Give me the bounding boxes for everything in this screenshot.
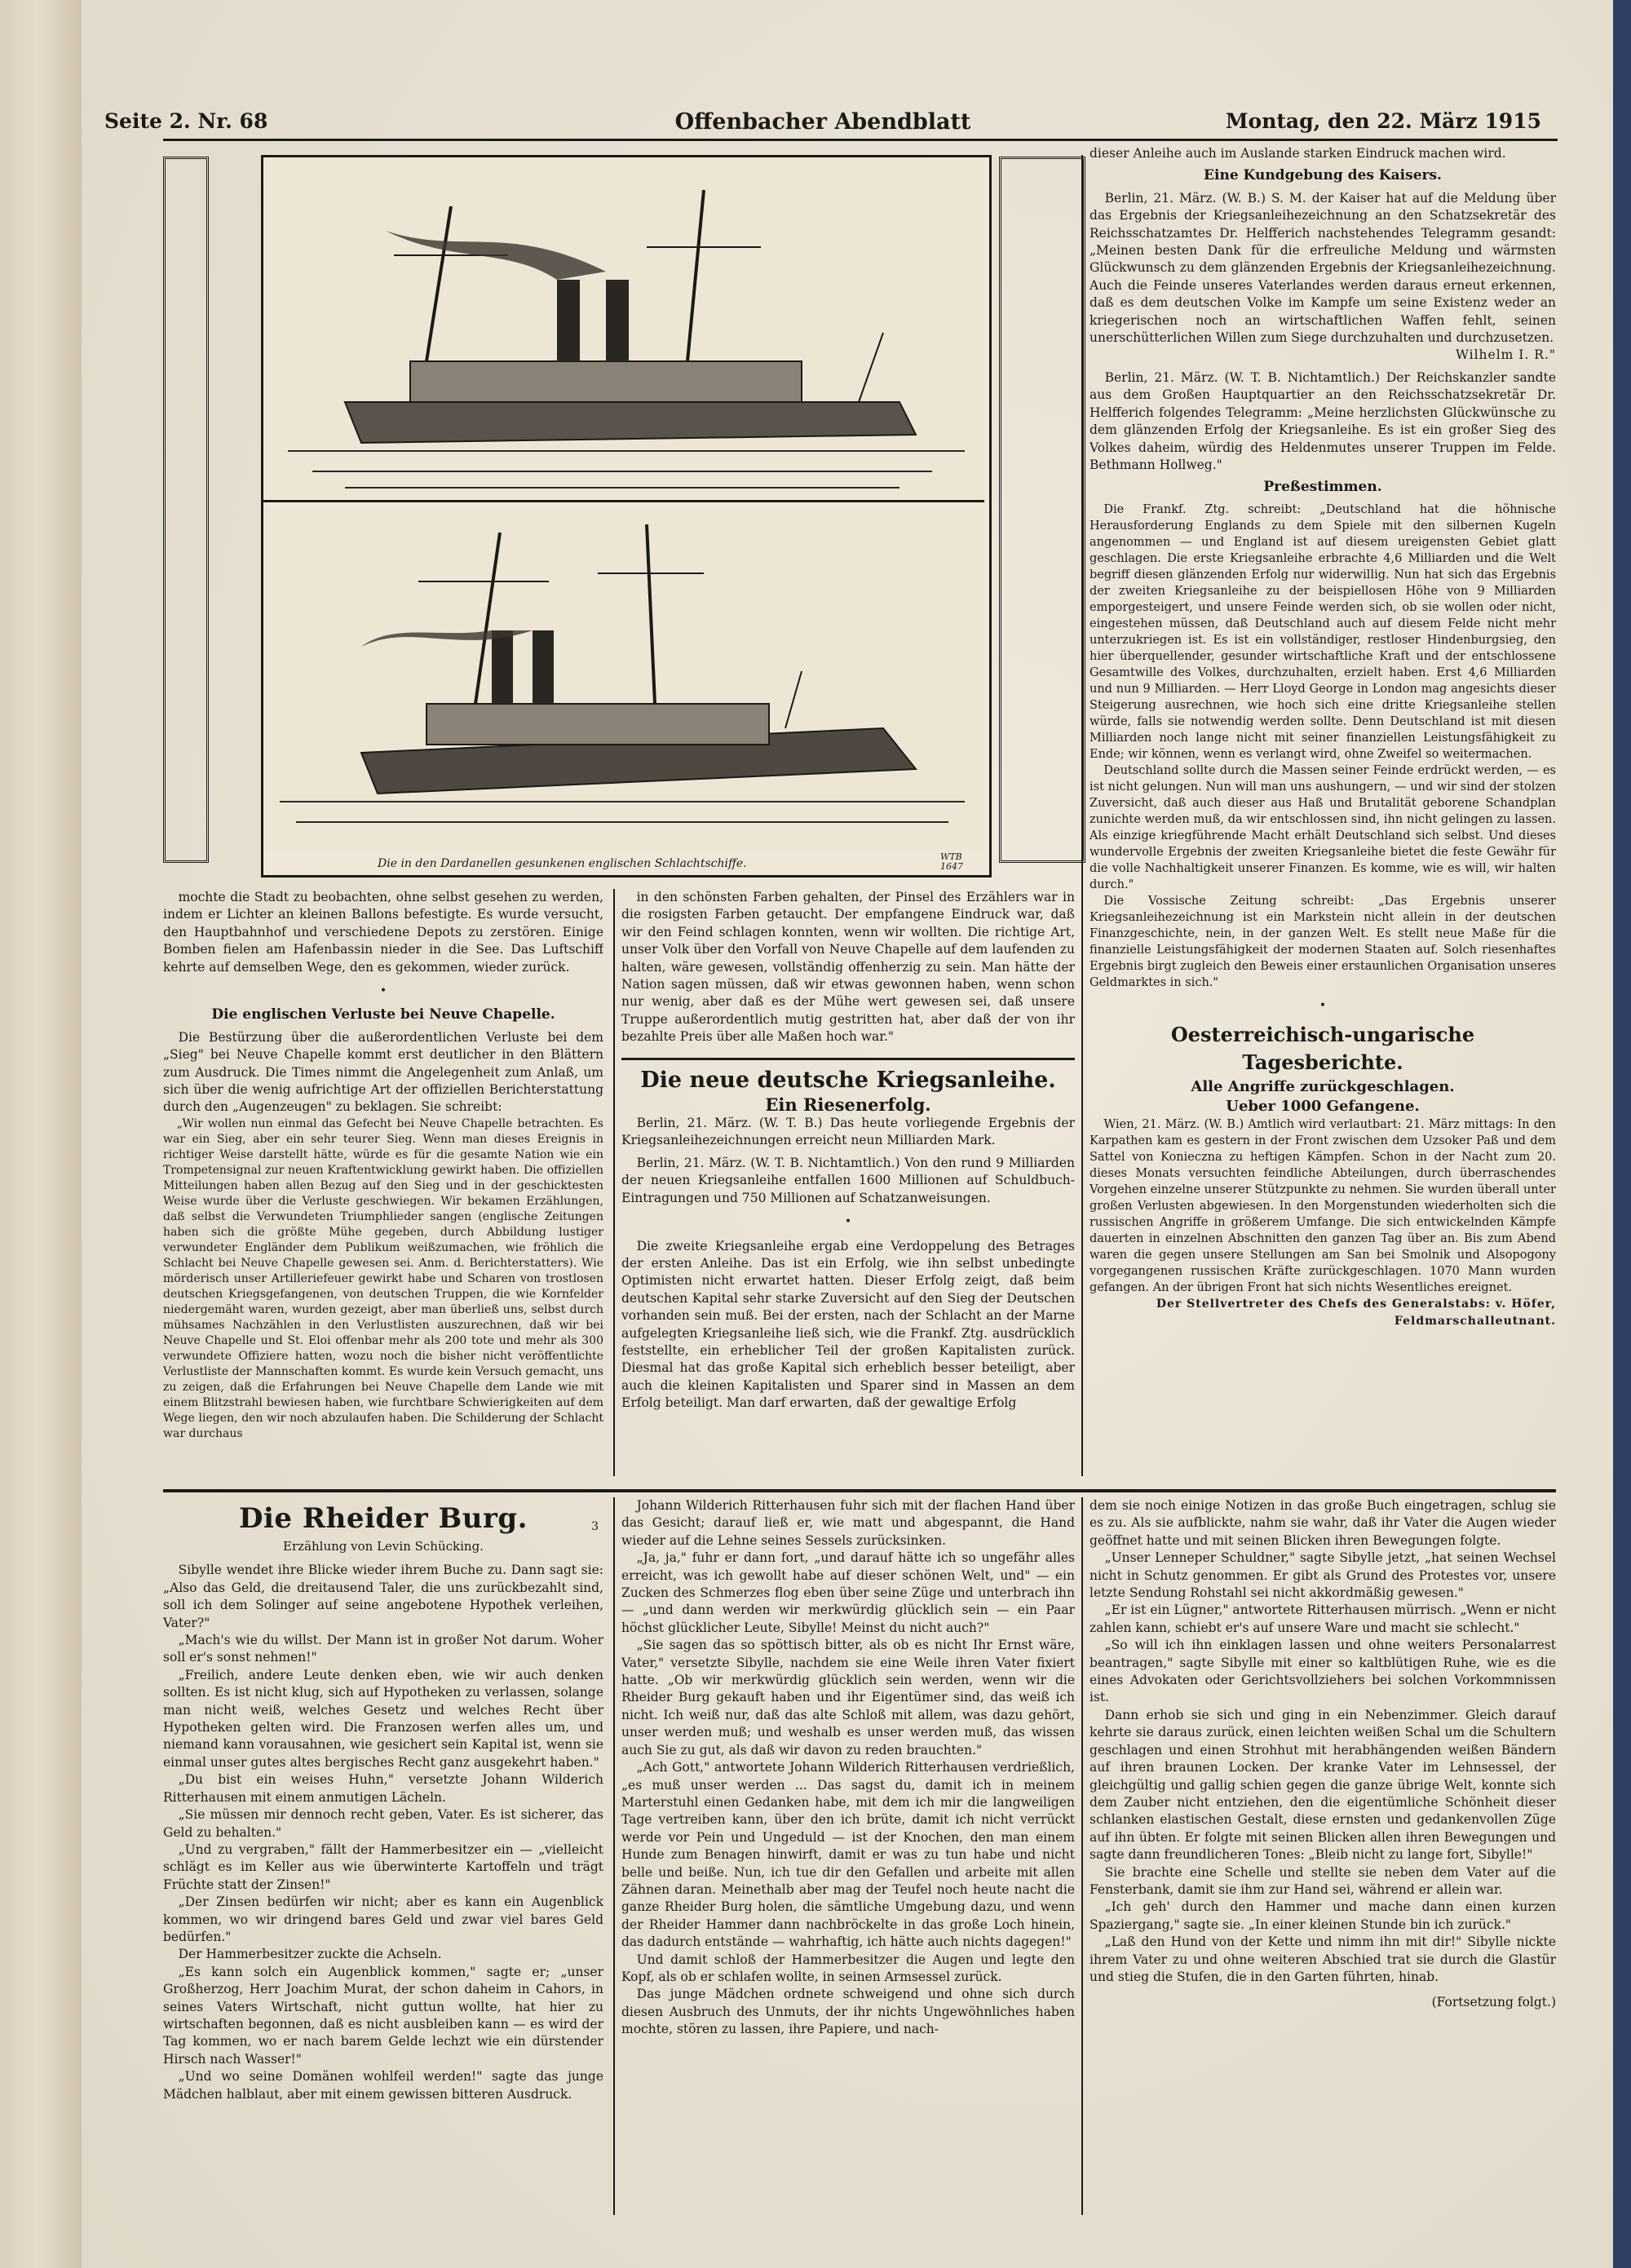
illustration-caption: Die in den Dardanellen gesunkenen englischen Schlachtschiffe. xyxy=(378,857,747,870)
story-paragraph: Das junge Mädchen ordnete schweigend und ohne sich durch diesen Ausbruch des Unmuts, der ihr nichts Ungewöhnliches haben mochte, stören zu lassen, ihre Papiere, und nach- xyxy=(621,1987,1075,2037)
separator: • xyxy=(1319,998,1327,1012)
column-rule xyxy=(613,1497,615,2215)
column-rule xyxy=(1081,155,1083,1476)
separator: • xyxy=(844,1215,852,1229)
newspaper-title: Offenbacher Abendblatt xyxy=(674,109,971,135)
article-text: Die Frankf. Ztg. schreibt: „Deutschland hat die höhnische Herausforderung Englands zu dem Spiele mit den silbernen Kugeln angenommen — und England ist auf diesem ureigensten Gebiet glatt geschlagen. Die erste Kriegsanleihe erbrachte 4,6 Milliarden und die Welt begriff diesen glänzenden Erfolg nur widerwillig. Nun hat sich das Ergebnis der zweiten Kriegsanleihe zu der beispiellosen Höhe von 9 Milliarden emporgesteigert, und unsere Feinde werden sich, ob sie wollen oder nicht, eingestehen müssen, daß Deutschland auch auf diesem Felde nicht mehr unterzukriegen ist. Es ist ein vollständiger, restloser Hindenburgsieg, den hier überquellender, gesunder wirtschaftliche Kraft und der entschlossene Gesamtwille des Volkes, durchzuhalten, erzielt haben. Erst 4,6 Milliarden und nun 9 Milliarden. — Herr Lloyd George in London mag angesichts dieser Steigerung ausrechnen, wie hoch sich eine dritte Kriegsanleihe stellen würde, falls sie notwendig werden sollte. Denn Deutschland ist mit diesen Milliarden noch lange nicht mit seiner finanziellen Leistungsfähigkeit zu Ende; wir können, wenn es verlangt wird, ohne Zweifel so weitermachen. xyxy=(1090,502,1556,761)
column-rule xyxy=(1081,1497,1083,2215)
oesterreich-heading: Oesterreichisch-ungarische Tagesberichte. xyxy=(1170,1023,1475,1075)
ship-ocean-drawing xyxy=(263,508,984,851)
article-text: Wien, 21. März. (W. B.) Amtlich wird verlautbart: 21. März mittags: In den Karpathen kam es gestern in der Front zwischen dem Uzsoker Paß und dem Sattel von Konieczna zu heftigen Kämpfen. Schon in der Nacht zum 20. dieses Monats versuchten feindliche Abteilungen, durch überraschendes Vorgehen einzelne unserer Stützpunkte zu nehmen. Sie wurden überall unter großen Verlusten abgewiesen. In den Morgenstunden wiederholten sich die russischen Angriffe in größerem Umfange. Die sich entwickelnden Kämpfe dauerten in einzelnen Abschnitten den ganzen Tag über an. Bis zum Abend waren die gegen unsere Stellungen am San bei Smolnik und Alsopogony vorgegangenen russischen Kräfte zurückgeschlagen. 1070 Mann wurden gefangen. An der übrigen Front hat sich nichts Wesentliches ereignet. xyxy=(1090,1117,1556,1294)
article-column-left xyxy=(163,889,603,1476)
kaiser-heading: Eine Kundgebung des Kaisers. xyxy=(1204,167,1442,184)
illustration-divider xyxy=(263,500,984,502)
feuilleton-byline: Erzählung von Levin Schücking. xyxy=(283,1539,484,1554)
feuilleton-column-1 xyxy=(163,1497,603,2215)
story-paragraph: Johann Wilderich Ritterhausen fuhr sich mit der flachen Hand über das Gesicht; darauf ließ er, wie matt und abgespannt, die Hand wieder auf die Lehne seines Sessels zurücksinken. xyxy=(621,1498,1075,1548)
illustration-left-frame xyxy=(163,157,209,863)
battleship-illustration xyxy=(261,155,992,878)
story-paragraph: „Laß den Hund von der Kette und nimm ihn mit dir!" Sibylle nickte ihrem Vater zu und ohne weiteren Abschied trat sie durch die Glastür und stieg die Stufen, die in den Garten führten, hinab. xyxy=(1090,1934,1556,1984)
book-binding xyxy=(0,0,83,2268)
section-rule xyxy=(621,1058,1075,1060)
feuilleton-column-2 xyxy=(621,1497,1075,2215)
issue-date: Montag, den 22. März 1915 xyxy=(1225,109,1541,133)
article-text: in den schönsten Farben gehalten, der Pinsel des Erzählers war in die rosigsten Farben getaucht. Der empfangene Eindruck war, daß wir den Feind schlagen konnten, wenn wir wollten. Die richtige Art, unser Volk über den Vorfall von Neuve Chapelle auf dem laufenden zu halten, wäre gewesen, vollständig offenherzig zu sein. Man hätte der Nation sagen müssen, daß wir etwas gewonnen haben, wenn schon nur wenig, aber daß es der Mühe wert gewesen sei, daß unsere Truppe außerordentlich mutig gestritten hat, aber daß der von ihr bezahlte Preis über alle Maßen hoch war." xyxy=(621,890,1075,1045)
article-text: Deutschland sollte durch die Massen seiner Feinde erdrückt werden, — es ist nicht gelungen. Nun will man uns aushungern, — und wir sind der stolzen Zuversicht, daß auch dieser aus Haß und Brutalität geborene Schandplan zunichte werden muß, da wir entschlossen sind, ihn nicht gelingen zu lassen. Als einzige kriegführende Macht erhält Deutschland sich selbst. Und dieses wundervolle Ergebnis der zweiten Kriegsanleihe bietet die feste Gewähr für die volle Nachhaltigkeit unserer Finanzen. Es komme, wie es will, wir halten durch." xyxy=(1090,763,1556,891)
story-paragraph: Der Hammerbesitzer zuckte die Achseln. xyxy=(178,1947,442,1962)
oesterreich-subheading-2: Ueber 1000 Gefangene. xyxy=(1226,1097,1420,1115)
article-text: Berlin, 21. März. (W. T. B.) Das heute vorliegende Ergebnis der Kriegsanleihezeichnungen erreicht neun Milliarden Mark. xyxy=(621,1116,1075,1148)
article-text: Die zweite Kriegsanleihe ergab eine Verdoppelung des Betrages der ersten Anleihe. Das ist ein Erfolg, wie ihn selbst unbedingte Optimisten nicht erwartet hatten. Dieser Erfolg zeigt, daß beim deutschen Kapital sehr starke Zuversicht auf den Sieg der Deutschen vorhanden sein muß. Bei der ersten, nach der Schlacht an der Marne aufgelegten Kriegsanleihe ließ sich, wie die Frankf. Ztg. ausdrücklich feststellte, ein erheblicher Teil der großen Kapitalisten zurück. Diesmal hat das große Kapital sich erheblich besser beteiligt, aber auch die kleinen Kapitalisten und Sparer sind in Massen an dem Erfolg beteiligt. Man darf erwarten, daß der gewaltige Erfolg xyxy=(621,1238,1075,1411)
story-paragraph: „Es kann solch ein Augenblick kommen," sagte er; „unser Großherzog, Herr Joachim Murat, der schon daheim in Cahors, in seines Vaters Wirtschaft, nicht guttun wollte, hat hier zu wirtschaften begonnen, daß es nicht ausbleiben kann — es wird der Tag kommen, wo er nach barem Gelde lechzt wie ein dürstender Hirsch nach Wasser!" xyxy=(163,1964,603,2067)
scan-background-edge xyxy=(1613,0,1631,2268)
story-paragraph: Und damit schloß der Hammerbesitzer die Augen und legte den Kopf, als ob er schlafen wollte, in seinen Armsessel zurück. xyxy=(621,1952,1075,1984)
story-paragraph: „Unser Lenneper Schuldner," sagte Sibylle jetzt, „hat seinen Wechsel nicht in Schutz genommen. Er gibt als Grund des Protestes vor, unsere letzte Sendung Rohstahl sei nicht akkordmäßig gewesen." xyxy=(1090,1550,1556,1601)
article-text: Berlin, 21. März. (W. T. B. Nichtamtlich.) Von den rund 9 Milliarden der neuen Kriegsanleihe entfallen 1600 Millionen auf Schuldbuch-Eintragungen und 750 Millionen auf Schatzanweisungen. xyxy=(621,1155,1075,1205)
story-paragraph: Sie brachte eine Schelle und stellte sie neben dem Vater auf die Fensterbank, damit sie ihm zur Hand sei, während er allein war. xyxy=(1090,1864,1556,1897)
illustration-stamp: WTB 1647 xyxy=(940,851,963,872)
feuilleton-column-3 xyxy=(1090,1497,1556,2215)
story-paragraph: Dann erhob sie sich und ging in ein Nebenzimmer. Gleich darauf kehrte sie daraus zurück, einen leichten weißen Schal um die Schultern geschlagen und einen Strohhut mit herabhängenden weißen Bändern auf ihren braunen Locken. Der kranke Vater im Lehnsessel, der gleichgültig und gallig schien gegen die ganze übrige Welt, konnte sich dem Zauber nicht entziehen, den die eigentümliche Schönheit dieser schlanken elastischen Gestalt, diese ernsten und gedankenvollen Züge auf ihn übten. Er folgte mit seinen Blicken allen ihren Bewegungen und sagte dann freundlicheren Tones: „Bleib nicht zu lange fort, Sibylle!" xyxy=(1090,1707,1556,1863)
kaiser-signature: Wilhelm I. R." xyxy=(1455,347,1556,363)
header-rule xyxy=(163,139,1558,141)
column-rule xyxy=(613,889,615,1476)
story-paragraph: „Der Zinsen bedürfen wir nicht; aber es kann ein Augenblick kommen, wo wir dringend bares Geld und zwar viel bares Geld bedürfen." xyxy=(163,1894,603,1944)
illustration-right-frame xyxy=(999,157,1085,863)
story-paragraph: „So will ich ihn einklagen lassen und ohne weiters Personalarrest beantragen," sagte Sibylle mit einer so kaltblütigen Ruhe, wie es die eines Advokaten oder Gerichtsvollziehers bei solchen Vorkommnissen ist. xyxy=(1090,1638,1556,1705)
kriegsanleihe-subtitle: Ein Riesenerfolg. xyxy=(765,1094,931,1115)
article-column-middle xyxy=(621,889,1075,1476)
feuilleton-rule xyxy=(163,1489,1556,1492)
story-paragraph: Sibylle wendet ihre Blicke wieder ihrem Buche zu. Dann sagt sie: „Also das Geld, die dreitausend Taler, die uns zurückbezahlt sind, soll ich dem Solinger auf seine angebotene Hypothek verleihen, Vater?" xyxy=(163,1563,603,1630)
article-heading: Die englischen Verluste bei Neuve Chapelle. xyxy=(211,1006,555,1023)
story-paragraph: dem sie noch einige Notizen in das große Buch eingetragen, schlug sie es zu. Als sie aufblickte, nahm sie wahr, daß ihr Vater die Augen wieder geöffnet hatte und mit seinen Blicken ihren Bewegungen folgte. xyxy=(1090,1498,1556,1548)
article-column-right xyxy=(1090,145,1556,1476)
article-text: Die Vossische Zeitung schreibt: „Das Ergebnis unserer Kriegsanleihezeichnung ist ein Markstein nicht allein in der deutschen Finanzgeschichte, nein, in der ganzen Welt. Es stellt neue Maße für die finanzielle Leistungsfähigkeit der modernen Staaten auf. Solch riesenhaftes Ergebnis birgt zugleich den Beweis einer erstaunlichen Organisation unseres Geldmarktes in sich." xyxy=(1090,894,1556,989)
story-paragraph: „Mach's wie du willst. Der Mann ist in großer Not darum. Woher soll er's sonst nehmen!" xyxy=(163,1633,603,1665)
article-text: Berlin, 21. März. (W. T. B. Nichtamtlich.) Der Reichskanzler sandte aus dem Großen Hauptquartier an den Reichsschatzsekretär Dr. Helfferich folgendes Telegramm: „Meine herzlichsten Glückwünsche zu dem glänzenden Erfolg der Kriegsanleihe. Es ist ein großer Sieg des Volkes daheim, würdig des Heldenmutes unserer Truppen im Felde. Bethmann Hollweg." xyxy=(1090,369,1556,472)
report-signature: Der Stellvertreter des Chefs des Generalstabs: v. Höfer, Feldmarschalleutnant. xyxy=(1156,1297,1556,1329)
story-paragraph: „Und wo seine Domänen wohlfeil werden!" sagte das junge Mädchen halblaut, aber mit einem gewissen bitteren Ausdruck. xyxy=(163,2069,603,2102)
feuilleton-title: Die Rheider Burg. xyxy=(238,1502,528,1535)
separator: • xyxy=(379,984,387,998)
story-paragraph: „Und zu vergraben," fällt der Hammerbesitzer ein — „vielleicht schlägt es im Keller aus wie überwinterte Kartoffeln und trägt Früchte statt der Zinsen!" xyxy=(163,1841,603,1892)
kriegsanleihe-title: Die neue deutsche Kriegsanleihe. xyxy=(640,1067,1056,1093)
story-paragraph: „Ja, ja," fuhr er dann fort, „und darauf hätte ich so ungefähr alles erreicht, was ich gewollt habe auf dieser schönen Welt, und" — ein Zucken des Schmerzes flog eben über seine Züge und unterbrach ihn — „und dann werden wir merkwürdig glücklich sein — ein Paar höchst glücklicher Leute, Sibylle! Meinst du nicht auch?" xyxy=(621,1550,1075,1635)
story-paragraph: „Freilich, andere Leute denken eben, wie wir auch denken sollten. Es ist nicht klug, sich auf Hypotheken zu verlassen, solange man nicht weiß, welches Gesetz und welches Recht über Hypotheken gelten wird. Die Franzosen werfen alles um, und niemand kann vorausahnen, wie gesichert sein Kapital ist, wenn sie einmal unser gutes altes bergisches Recht ganz ausgekehrt haben." xyxy=(163,1667,603,1770)
page-number: Seite 2. Nr. 68 xyxy=(104,109,268,133)
ship-irresistible-drawing xyxy=(263,157,984,500)
article-text: Berlin, 21. März. (W. B.) S. M. der Kaiser hat auf die Meldung über das Ergebnis der Kriegsanleihezeichnung an den Schatzsekretär des Reichsschatzamtes Dr. Helfferich nachstehendes Telegramm gesandt: „Meinen besten Dank für die erfreuliche Meldung und wärmsten Glückwunsch zu dem glänzenden Ergebnis der Kriegsanleihezeichnung. Auch die Feinde unseres Vaterlandes werden daraus erneut erkennen, daß es dem deutschen Volke im Kampfe um seine Existenz weder an kriegerischen noch an wirtschaftlichen Waffen fehlt, seinen unerschütterlichen Willen zum Siege durchzuhalten und durchzusetzen. xyxy=(1090,190,1556,346)
article-text: Die Bestürzung über die außerordentlichen Verluste bei dem „Sieg" bei Neuve Chapelle kommt erst deutlicher in den Blättern zum Ausdruck. Die Times nimmt die Angelegenheit zum Anlaß, um sich über die wenig aufrichtige Art der offiziellen Berichterstattung durch den „Augenzeugen" zu beklagen. Sie schreibt: xyxy=(163,1029,603,1115)
story-paragraph: „Ich geh' durch den Hammer und mache dann einen kurzen Spaziergang," sagte sie. „In einer kleinen Stunde bin ich zurück." xyxy=(1090,1899,1556,1932)
article-text: mochte die Stadt zu beobachten, ohne selbst gesehen zu werden, indem er Lichter an kleinen Ballons befestigte. Es wurde versucht, den Hauptbahnhof und verschiedene Depots zu zerstören. Einige Bomben fielen am Hafenbassin nieder in die See. Das Luftschiff kehrte auf demselben Wege, den es gekommen, wieder zurück. xyxy=(163,890,603,975)
story-paragraph: „Sie sagen das so spöttisch bitter, als ob es nicht Ihr Ernst wäre, Vater," versetzte Sibylle, nachdem sie eine Weile ihren Vater fixiert hatte. „Ob wir merkwürdig glücklich sein werden, wenn wir die Rheider Burg gekauft haben und ihr Eigentümer sind, das weiß ich nicht. Ich weiß nur, daß das alte Schloß mit allem, was dazu gehört, unser werden muß; und weshalb es unser werden muß, das wissen auch Sie zu gut, als daß wir davon zu reden brauchten." xyxy=(621,1638,1075,1757)
story-paragraph: „Du bist ein weises Huhn," versetzte Johann Wilderich Ritterhausen mit einem anmutigen Lächeln. xyxy=(163,1772,603,1805)
oesterreich-subheading: Alle Angriffe zurückgeschlagen. xyxy=(1191,1078,1455,1096)
feuilleton-installment-number: 3 xyxy=(591,1520,599,1533)
story-paragraph: „Er ist ein Lügner," antwortete Ritterhausen mürrisch. „Wenn er nicht zahlen kann, schiebt er's auf unsere Ware und macht sie schlecht." xyxy=(1090,1603,1556,1635)
presse-heading: Preßestimmen. xyxy=(1263,479,1382,496)
page-header xyxy=(104,104,1541,137)
story-paragraph: „Sie müssen mir dennoch recht geben, Vater. Es ist sicherer, das Geld zu behalten." xyxy=(163,1807,603,1840)
article-text: dieser Anleihe auch im Auslande starken Eindruck machen wird. xyxy=(1090,146,1506,161)
continuation-note: (Fortsetzung folgt.) xyxy=(1431,1995,1556,2010)
article-quote: „Wir wollen nun einmal das Gefecht bei Neuve Chapelle betrachten. Es war ein Sieg, aber ein sehr teurer Sieg. Wenn man dieses Ereignis in richtiger Weise darstellt hätte, würde es für die gesamte Nation wie ein Trompetensignal zur neuen Kraftentwicklung gewirkt haben. Die offiziellen Mitteilungen haben allen Bezug auf den Sieg und in der geschicktesten Weise wurde über die Verluste geschwiegen. Wir bekamen Erzählungen, daß selbst die Verwundeten Triumphlieder sangen (englische Zeitungen haben sich die größte Mühe gegeben, durch Abbildung lustiger verwundeter Engländer dem Publikum weißzumachen, wie fröhlich die Schlacht bei Neuve Chapelle gewesen sei. Anm. d. Berichterstatters). Wie mörderisch unser Artilleriefeuer gewirkt habe und Scharen von trostlosen deutschen Kriegsgefangenen, von deutschen Truppen, die wie Kornfelder niedergemäht waren, wurden gezeigt, aber man überließ uns, selbst durch mühsames Nachzählen in den Verlustlisten auszurechnen, daß wir bei Neuve Chapelle und St. Eloi offenbar mehr als 200 tote und mehr als 300 verwundete Offiziere hatten, wozu noch die bisher nicht veröffentlichte Verlustliste der Mannschaften kommt. Es wurde kein Versuch gemacht, uns zu zeigen, daß die Erfahrungen bei Neuve Chapelle dem Lande wie mit einem Blitzstrahl bewiesen haben, wie furchtbare Schwierigkeiten auf dem Wege liegen, den wir noch abzulaufen haben. Die Schilderung der Schlacht war durchaus xyxy=(163,1116,603,1440)
story-paragraph: „Ach Gott," antwortete Johann Wilderich Ritterhausen verdrießlich, „es muß unser werden ... Das sagst du, damit ich in meinem Marterstuhl einen Gedanken habe, mit dem ich mir die langweiligen Tage vertreiben kann, über den ich brüte, damit ich nicht verrückt werde vor Pein und Ungeduld — ist der Knochen, den man einem Hunde zum Benagen hinwirft, damit er was zu tun habe und nicht belle und beiße. Nun, ich tue dir den Gefallen und arbeite mit allen Zähnen daran. Meinethalb aber mag der Teufel noch heute nacht die ganze Rheider Burg holen, die sämtliche Umgebung dazu, und wenn der Rheider Hammer dann nachbröckelte in das große Loch hinein, das dadurch entstände — wahrhaftig, ich hätte auch nichts dagegen!" xyxy=(621,1760,1075,1950)
